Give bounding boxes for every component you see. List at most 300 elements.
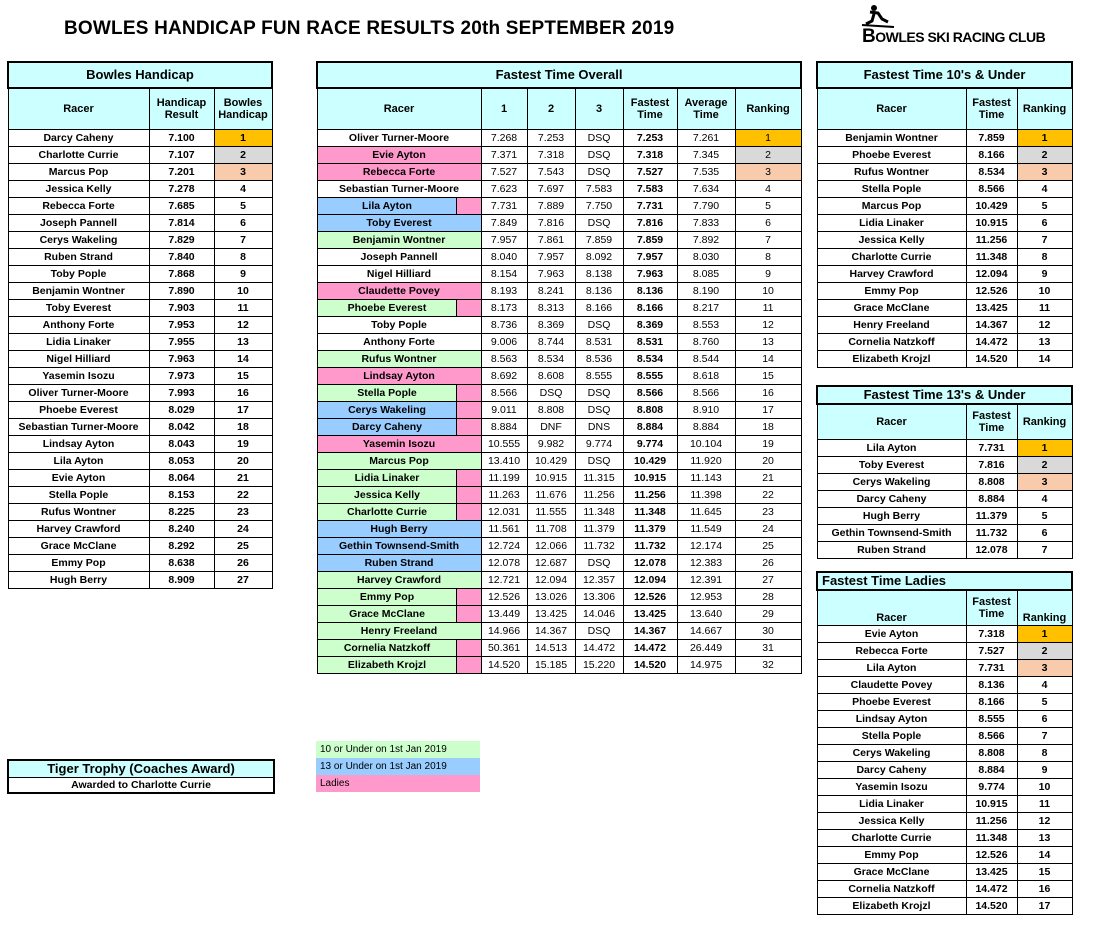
fastest-time-cell: 10.915 [966, 215, 1017, 232]
column-header: Ranking [1017, 88, 1072, 130]
table-row [817, 232, 1072, 249]
racer-cell: Joseph Pannell [8, 215, 149, 232]
table-row [817, 457, 1072, 474]
table-row [817, 898, 1072, 915]
run-2-cell: 8.808 [527, 402, 575, 419]
table-row [317, 249, 801, 266]
fastest-time-cell: 14.472 [966, 334, 1017, 351]
racer-cell: Stella Pople [8, 487, 149, 504]
ladies-marker [456, 640, 481, 656]
racer-cell [317, 606, 481, 623]
racer-cell: Yasemin Isozu [8, 368, 149, 385]
handicap-result-cell: 7.890 [149, 283, 214, 300]
racer-cell: Jessica Kelly [817, 813, 966, 830]
table-row [317, 657, 801, 674]
table-row [817, 728, 1072, 745]
run-2-cell: 7.318 [527, 147, 575, 164]
run-3-cell: DSQ [575, 623, 623, 640]
racer-cell: Elizabeth Krojzl [817, 898, 966, 915]
column-header: Ranking [735, 88, 801, 130]
run-2-cell: DNF [527, 419, 575, 436]
average-time-cell: 7.634 [677, 181, 735, 198]
table-row [817, 491, 1072, 508]
run-3-cell: 13.306 [575, 589, 623, 606]
table-row [817, 813, 1072, 830]
handicap-result-cell: 8.292 [149, 538, 214, 555]
fastest-time-cell: 12.078 [623, 555, 677, 572]
fastest-time-cell: 11.732 [623, 538, 677, 555]
table-row [817, 660, 1072, 677]
table-row [817, 643, 1072, 660]
legend-under-13: 13 or Under on 1st Jan 2019 [316, 758, 480, 775]
racer-name: Claudette Povey [358, 285, 440, 297]
racer-cell: Lila Ayton [817, 440, 966, 457]
ranking-cell: 10 [735, 283, 801, 300]
racer-cell [317, 317, 481, 334]
fastest-time-cell: 8.884 [966, 491, 1017, 508]
handicap-result-cell: 7.955 [149, 334, 214, 351]
table-row [317, 402, 801, 419]
column-header: Racer [817, 88, 966, 130]
table-row [317, 266, 801, 283]
run-1-cell: 7.849 [481, 215, 527, 232]
table-row [317, 215, 801, 232]
racer-cell: Yasemin Isozu [817, 779, 966, 796]
bowles-handicap-cell: 23 [214, 504, 272, 521]
racer-cell: Darcy Caheny [817, 762, 966, 779]
handicap-result-cell: 7.814 [149, 215, 214, 232]
run-2-cell: 7.543 [527, 164, 575, 181]
bowles-handicap-cell: 7 [214, 232, 272, 249]
racer-cell: Lidia Linaker [8, 334, 149, 351]
fastest-time-cell: 12.526 [966, 283, 1017, 300]
racer-cell: Charlotte Currie [817, 249, 966, 266]
table-row [317, 283, 801, 300]
racer-cell [317, 657, 481, 674]
fastest-time-cell: 10.915 [623, 470, 677, 487]
fastest-time-cell: 7.816 [966, 457, 1017, 474]
run-2-cell: 14.367 [527, 623, 575, 640]
table-row [317, 419, 801, 436]
table-row [8, 572, 272, 589]
racer-cell: Ruben Strand [817, 542, 966, 559]
ranking-cell: 20 [735, 453, 801, 470]
ranking-cell: 22 [735, 487, 801, 504]
table-row [817, 164, 1072, 181]
racer-name: Hugh Berry [370, 523, 428, 535]
fastest-time-cell: 7.318 [966, 626, 1017, 643]
bowles-handicap-cell: 17 [214, 402, 272, 419]
table-row [8, 317, 272, 334]
fastest-time-cell: 7.859 [966, 130, 1017, 147]
run-1-cell: 8.173 [481, 300, 527, 317]
fastest-time-cell: 8.555 [623, 368, 677, 385]
racer-name: Cornelia Natzkoff [343, 642, 431, 654]
ranking-cell: 9 [1017, 762, 1072, 779]
average-time-cell: 7.790 [677, 198, 735, 215]
racer-name: Elizabeth Krojzl [347, 659, 427, 671]
racer-cell [317, 436, 481, 453]
fastest-time-cell: 8.808 [966, 474, 1017, 491]
racer-cell [317, 334, 481, 351]
racer-cell [317, 504, 481, 521]
table-row [317, 589, 801, 606]
ranking-cell: 2 [1017, 457, 1072, 474]
run-3-cell: DSQ [575, 453, 623, 470]
table-row [317, 555, 801, 572]
ranking-cell: 10 [1017, 283, 1072, 300]
fastest-time-cell: 11.379 [623, 521, 677, 538]
ranking-cell: 32 [735, 657, 801, 674]
run-3-cell: DSQ [575, 402, 623, 419]
fastest-time-cell: 8.884 [623, 419, 677, 436]
fastest-time-cell: 8.534 [966, 164, 1017, 181]
racer-name: Yasemin Isozu [362, 438, 436, 450]
column-header: 1 [481, 88, 527, 130]
table-row [8, 283, 272, 300]
table-row [817, 130, 1072, 147]
racer-name: Stella Pople [357, 387, 417, 399]
fastest-time-cell: 14.520 [966, 898, 1017, 915]
column-header: Fastest Time [623, 88, 677, 130]
racer-cell: Harvey Crawford [817, 266, 966, 283]
table-row [8, 453, 272, 470]
handicap-result-cell: 7.107 [149, 147, 214, 164]
run-1-cell: 7.623 [481, 181, 527, 198]
table-row [817, 198, 1072, 215]
table-row [817, 711, 1072, 728]
ladies-marker [456, 470, 481, 486]
bowles-handicap-cell: 4 [214, 181, 272, 198]
run-1-cell: 12.526 [481, 589, 527, 606]
fastest-time-cell: 8.166 [966, 147, 1017, 164]
table-row [817, 796, 1072, 813]
run-2-cell: 8.534 [527, 351, 575, 368]
fastest-time-cell: 7.957 [623, 249, 677, 266]
run-2-cell: 12.687 [527, 555, 575, 572]
ranking-cell: 30 [735, 623, 801, 640]
fastest-time-cell: 7.731 [966, 440, 1017, 457]
racer-name: Toby Everest [366, 217, 432, 229]
run-1-cell: 12.078 [481, 555, 527, 572]
average-time-cell: 10.104 [677, 436, 735, 453]
fastest-time-cell: 11.348 [966, 249, 1017, 266]
table-row [817, 440, 1072, 457]
average-time-cell: 8.618 [677, 368, 735, 385]
bowles-handicap-cell: 5 [214, 198, 272, 215]
racer-cell: Hugh Berry [8, 572, 149, 589]
average-time-cell: 14.667 [677, 623, 735, 640]
bowles-handicap-cell: 24 [214, 521, 272, 538]
table-row [317, 130, 801, 147]
racer-cell [317, 300, 481, 317]
column-header: Ranking [1017, 590, 1072, 626]
racer-cell [317, 181, 481, 198]
table-row [817, 351, 1072, 368]
racer-cell: Nigel Hilliard [8, 351, 149, 368]
handicap-result-cell: 7.963 [149, 351, 214, 368]
racer-cell: Elizabeth Krojzl [817, 351, 966, 368]
racer-name: Marcus Pop [369, 455, 429, 467]
fastest-time-cell: 11.256 [966, 813, 1017, 830]
racer-name: Anthony Forte [363, 336, 435, 348]
run-2-cell: 9.982 [527, 436, 575, 453]
racer-cell: Hugh Berry [817, 508, 966, 525]
run-1-cell: 9.006 [481, 334, 527, 351]
table-row [817, 283, 1072, 300]
ranking-cell: 24 [735, 521, 801, 538]
ranking-cell: 27 [735, 572, 801, 589]
run-1-cell: 14.520 [481, 657, 527, 674]
ranking-cell: 16 [735, 385, 801, 402]
ranking-cell: 25 [735, 538, 801, 555]
bowles-handicap-cell: 26 [214, 555, 272, 572]
fastest-time-cell: 12.078 [966, 542, 1017, 559]
racer-cell: Sebastian Turner-Moore [8, 419, 149, 436]
racer-cell: Anthony Forte [8, 317, 149, 334]
table-row [8, 300, 272, 317]
ladies-marker [456, 385, 481, 401]
average-time-cell: 13.640 [677, 606, 735, 623]
bowles-handicap-table [7, 61, 273, 589]
run-1-cell: 9.011 [481, 402, 527, 419]
run-1-cell: 7.268 [481, 130, 527, 147]
average-time-cell: 8.910 [677, 402, 735, 419]
ranking-cell: 14 [1017, 847, 1072, 864]
handicap-result-cell: 8.638 [149, 555, 214, 572]
run-2-cell: 7.861 [527, 232, 575, 249]
racer-cell [317, 572, 481, 589]
fastest-time-cell: 12.526 [623, 589, 677, 606]
racer-cell: Marcus Pop [8, 164, 149, 181]
ranking-cell: 6 [735, 215, 801, 232]
table-row [817, 847, 1072, 864]
run-3-cell: 11.315 [575, 470, 623, 487]
run-2-cell: 7.253 [527, 130, 575, 147]
run-2-cell: 11.555 [527, 504, 575, 521]
ranking-cell: 6 [1017, 711, 1072, 728]
handicap-result-cell: 7.953 [149, 317, 214, 334]
racer-name: Cerys Wakeling [348, 404, 426, 416]
run-3-cell: 8.536 [575, 351, 623, 368]
column-header: Handicap Result [149, 88, 214, 130]
fastest-time-cell: 11.348 [623, 504, 677, 521]
average-time-cell: 7.345 [677, 147, 735, 164]
racer-cell: Lindsay Ayton [8, 436, 149, 453]
bowles-handicap-cell: 6 [214, 215, 272, 232]
run-3-cell: 11.256 [575, 487, 623, 504]
bowles-handicap-cell: 19 [214, 436, 272, 453]
ranking-cell: 29 [735, 606, 801, 623]
average-time-cell: 8.544 [677, 351, 735, 368]
racer-name: Rebecca Forte [362, 166, 436, 178]
ladies-marker [456, 504, 481, 520]
racer-cell: Jessica Kelly [817, 232, 966, 249]
racer-cell: Toby Everest [8, 300, 149, 317]
handicap-result-cell: 7.829 [149, 232, 214, 249]
racer-name: Nigel Hilliard [366, 268, 432, 280]
run-3-cell: 8.138 [575, 266, 623, 283]
average-time-cell: 7.535 [677, 164, 735, 181]
racer-cell [317, 198, 481, 215]
fastest-time-cell: 14.367 [623, 623, 677, 640]
table-row [8, 368, 272, 385]
fastest-time-cell: 7.963 [623, 266, 677, 283]
average-time-cell: 12.174 [677, 538, 735, 555]
bowles-handicap-cell: 18 [214, 419, 272, 436]
racer-name: Oliver Turner-Moore [348, 132, 450, 144]
fastest-time-cell: 8.166 [623, 300, 677, 317]
racer-cell: Cerys Wakeling [817, 745, 966, 762]
run-1-cell: 13.410 [481, 453, 527, 470]
table-row [817, 677, 1072, 694]
racer-name: Benjamin Wontner [352, 234, 446, 246]
table-title: Fastest Time Ladies [817, 572, 1072, 590]
racer-cell: Jessica Kelly [8, 181, 149, 198]
ladies-marker [456, 198, 481, 214]
run-3-cell: DNS [575, 419, 623, 436]
racer-cell [317, 487, 481, 504]
ranking-cell: 8 [735, 249, 801, 266]
racer-cell [317, 623, 481, 640]
ranking-cell: 28 [735, 589, 801, 606]
racer-cell: Claudette Povey [817, 677, 966, 694]
ladies-marker [456, 300, 481, 316]
run-1-cell: 7.527 [481, 164, 527, 181]
racer-cell [317, 266, 481, 283]
run-1-cell: 12.724 [481, 538, 527, 555]
table-title: Fastest Time 10's & Under [817, 62, 1072, 88]
table-row [817, 694, 1072, 711]
fastest-time-cell: 8.136 [966, 677, 1017, 694]
fastest-time-cell: 7.816 [623, 215, 677, 232]
racer-name: Ruben Strand [364, 557, 434, 569]
racer-name: Jessica Kelly [354, 489, 420, 501]
bowles-handicap-cell: 10 [214, 283, 272, 300]
table-row [8, 402, 272, 419]
racer-cell: Grace McClane [8, 538, 149, 555]
ranking-cell: 2 [735, 147, 801, 164]
ranking-cell: 19 [735, 436, 801, 453]
run-3-cell: 12.357 [575, 572, 623, 589]
ranking-cell: 7 [735, 232, 801, 249]
fastest-time-cell: 12.094 [623, 572, 677, 589]
racer-cell [317, 232, 481, 249]
run-1-cell: 8.193 [481, 283, 527, 300]
fastest-time-cell: 8.534 [623, 351, 677, 368]
racer-cell [317, 470, 481, 487]
ranking-cell: 1 [1017, 626, 1072, 643]
fastest-time-cell: 7.527 [966, 643, 1017, 660]
table-row [317, 623, 801, 640]
table-row [317, 351, 801, 368]
table-row [817, 508, 1072, 525]
club-logo [858, 4, 1046, 54]
handicap-result-cell: 8.225 [149, 504, 214, 521]
table-row [8, 504, 272, 521]
racer-cell: Charlotte Currie [817, 830, 966, 847]
run-1-cell: 7.371 [481, 147, 527, 164]
column-header: Racer [317, 88, 481, 130]
ranking-cell: 18 [735, 419, 801, 436]
racer-cell: Ruben Strand [8, 249, 149, 266]
ladies-marker [456, 589, 481, 605]
bowles-handicap-cell: 1 [214, 130, 272, 147]
run-2-cell: 7.957 [527, 249, 575, 266]
fastest-time-cell: 8.808 [966, 745, 1017, 762]
ranking-cell: 31 [735, 640, 801, 657]
ranking-cell: 23 [735, 504, 801, 521]
table-row [8, 538, 272, 555]
handicap-result-cell: 8.153 [149, 487, 214, 504]
column-header: 3 [575, 88, 623, 130]
table-row [8, 419, 272, 436]
table-row [8, 470, 272, 487]
run-3-cell: DSQ [575, 147, 623, 164]
fastest-time-cell: 11.256 [623, 487, 677, 504]
racer-cell [317, 402, 481, 419]
column-header: 2 [527, 88, 575, 130]
handicap-result-cell: 7.973 [149, 368, 214, 385]
average-time-cell: 26.449 [677, 640, 735, 657]
bowles-handicap-cell: 3 [214, 164, 272, 181]
ranking-cell: 15 [735, 368, 801, 385]
run-2-cell: 12.066 [527, 538, 575, 555]
table-row [317, 334, 801, 351]
fastest-time-cell: 10.429 [966, 198, 1017, 215]
ranking-cell: 7 [1017, 728, 1072, 745]
run-3-cell: 8.092 [575, 249, 623, 266]
fastest-time-cell: 12.094 [966, 266, 1017, 283]
ranking-cell: 21 [735, 470, 801, 487]
table-row [317, 198, 801, 215]
handicap-result-cell: 7.868 [149, 266, 214, 283]
run-2-cell: DSQ [527, 385, 575, 402]
fastest-time-cell: 8.136 [623, 283, 677, 300]
racer-cell [317, 385, 481, 402]
racer-cell: Lidia Linaker [817, 796, 966, 813]
table-row [817, 762, 1072, 779]
legend-ladies: Ladies [316, 775, 480, 792]
ranking-cell: 3 [1017, 164, 1072, 181]
run-1-cell: 50.361 [481, 640, 527, 657]
run-2-cell: 7.697 [527, 181, 575, 198]
table-row [817, 864, 1072, 881]
run-2-cell: 8.744 [527, 334, 575, 351]
racer-cell: Lidia Linaker [817, 215, 966, 232]
racer-cell: Rebecca Forte [817, 643, 966, 660]
ranking-cell: 3 [1017, 660, 1072, 677]
racer-cell [317, 283, 481, 300]
table-row [317, 436, 801, 453]
bowles-handicap-cell: 15 [214, 368, 272, 385]
ranking-cell: 4 [1017, 677, 1072, 694]
racer-cell [317, 351, 481, 368]
run-2-cell: 7.816 [527, 215, 575, 232]
racer-cell: Rufus Wontner [8, 504, 149, 521]
column-header: Racer [8, 88, 149, 130]
fastest-time-cell: 7.318 [623, 147, 677, 164]
racer-name: Lidia Linaker [354, 472, 420, 484]
table-row [817, 474, 1072, 491]
fastest-time-cell: 11.256 [966, 232, 1017, 249]
ranking-cell: 6 [1017, 525, 1072, 542]
ranking-cell: 3 [735, 164, 801, 181]
racer-name: Evie Ayton [372, 149, 426, 161]
column-header: Racer [817, 404, 966, 440]
handicap-result-cell: 7.278 [149, 181, 214, 198]
average-time-cell: 11.143 [677, 470, 735, 487]
